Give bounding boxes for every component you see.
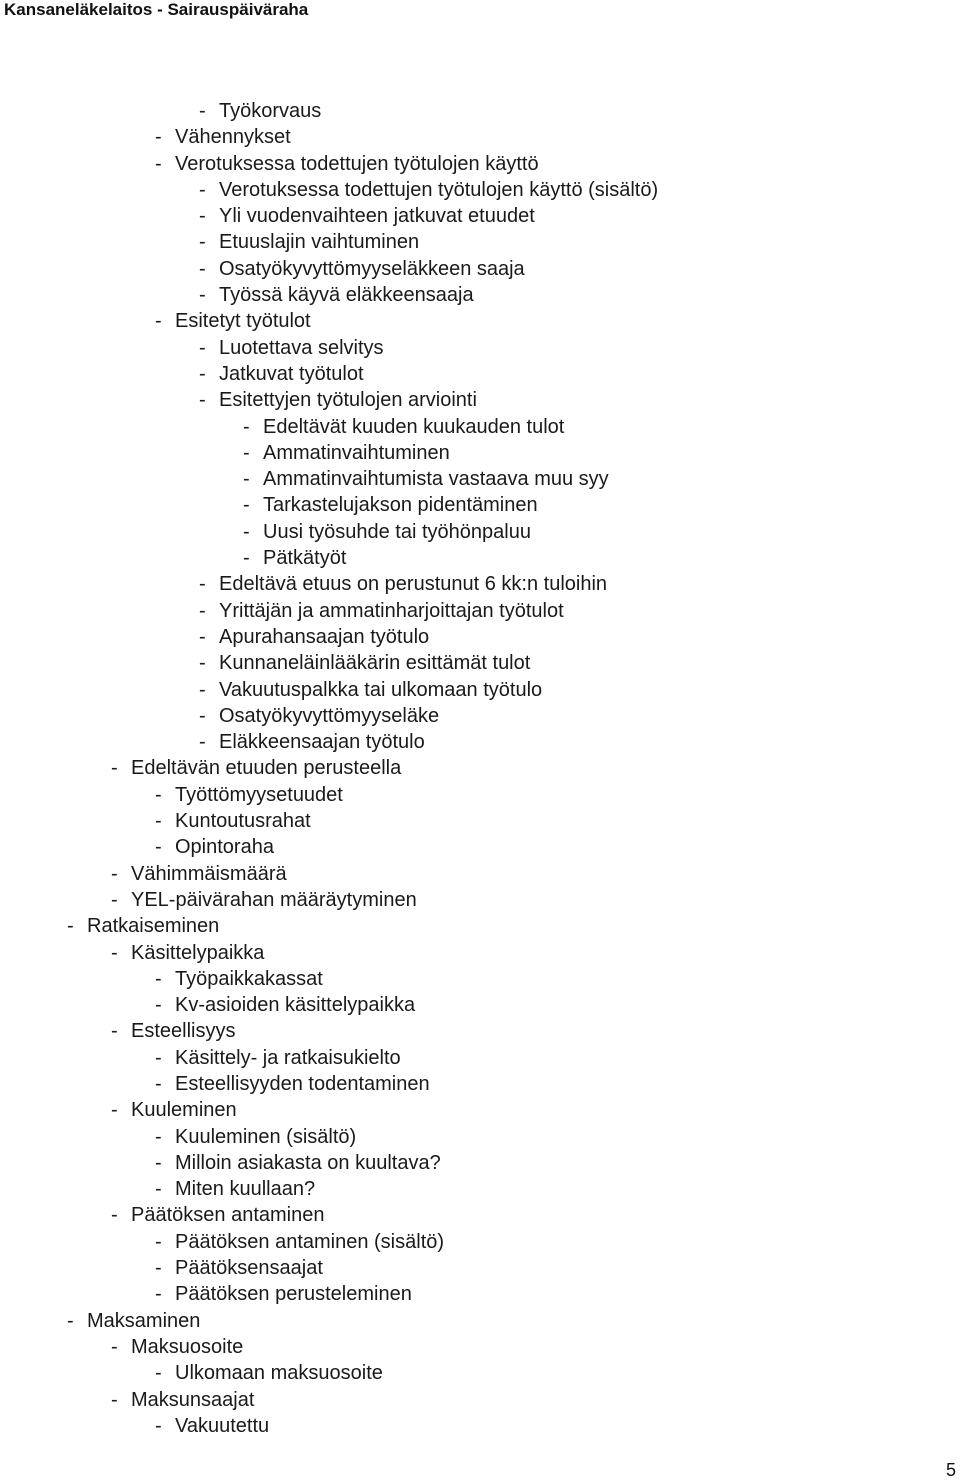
- toc-item: [0, 98, 960, 124]
- toc-item: [0, 1018, 960, 1044]
- toc-item: [0, 1413, 960, 1439]
- toc-item-dash: -: [67, 915, 74, 938]
- toc-item: [0, 1334, 960, 1360]
- toc-item-label: Työkorvaus: [219, 100, 322, 122]
- toc-item-dash: -: [243, 547, 250, 570]
- toc-item-label: Apurahansaajan työtulo: [219, 625, 430, 648]
- toc-item-label: Ulkomaan maksuosoite: [175, 1362, 383, 1385]
- toc-item-dash: -: [155, 1151, 162, 1174]
- toc-item-dash: -: [199, 652, 206, 675]
- toc-item: [0, 414, 960, 440]
- toc-item-label: Kuuleminen: [131, 1099, 237, 1122]
- toc-item-label: Esteellisyyden todentaminen: [175, 1072, 430, 1095]
- toc-item-dash: -: [243, 520, 250, 543]
- toc-item-dash: -: [155, 1230, 162, 1253]
- toc-item: [0, 1045, 960, 1071]
- toc-item-dash: -: [243, 415, 250, 438]
- toc-item-label: Uusi työsuhde tai työhönpaluu: [263, 520, 531, 543]
- toc-item-label: Päätöksen antaminen: [131, 1204, 325, 1227]
- toc-item-dash: -: [155, 126, 162, 149]
- toc-item-dash: -: [199, 389, 206, 412]
- toc-item: [0, 519, 960, 545]
- toc-item: [0, 808, 960, 834]
- toc-item: [0, 177, 960, 203]
- toc-item-label: YEL-päivärahan määräytyminen: [131, 888, 417, 911]
- toc-item: [0, 992, 960, 1018]
- toc-item-label: Päätöksen antaminen (sisältö): [175, 1230, 445, 1253]
- toc-item-label: Maksuosoite: [131, 1335, 244, 1358]
- toc-item: [0, 782, 960, 808]
- toc-item-dash: -: [199, 178, 206, 201]
- toc-item-label: Esteellisyys: [131, 1020, 236, 1043]
- toc-item-dash: -: [155, 310, 162, 333]
- toc-item-label: Vähimmäismäärä: [131, 862, 287, 885]
- toc-item-label: Ratkaiseminen: [87, 915, 220, 938]
- toc-item-dash: -: [199, 205, 206, 228]
- toc-item-label: Milloin asiakasta on kuultava?: [175, 1151, 441, 1174]
- toc-item-label: Päätöksen perusteleminen: [175, 1283, 412, 1306]
- toc-item-dash: -: [243, 494, 250, 517]
- toc-item-dash: -: [111, 1099, 118, 1122]
- toc-item-label: Kunnaneläinlääkärin esittämät tulot: [219, 652, 531, 675]
- toc-item: [0, 256, 960, 282]
- toc-item: [0, 545, 960, 571]
- table-of-contents: [0, 98, 960, 1439]
- toc-item: [0, 203, 960, 229]
- toc-item: [0, 703, 960, 729]
- toc-item-dash: -: [155, 994, 162, 1017]
- toc-item-dash: -: [155, 967, 162, 990]
- toc-item-dash: -: [155, 1046, 162, 1069]
- toc-item-dash: -: [199, 257, 206, 280]
- toc-item-dash: -: [155, 1072, 162, 1095]
- toc-item-dash: -: [199, 599, 206, 622]
- toc-item-label: Vakuutettu: [175, 1414, 270, 1437]
- toc-item: [0, 1124, 960, 1150]
- toc-item: [0, 887, 960, 913]
- toc-item: [0, 571, 960, 597]
- document-header-title: Kansaneläkelaitos - Sairauspäiväraha: [4, 0, 309, 19]
- toc-item-label: Esitetyt työtulot: [175, 310, 311, 333]
- toc-item-dash: -: [111, 1335, 118, 1358]
- toc-item: [0, 677, 960, 703]
- toc-item: [0, 1202, 960, 1228]
- toc-item-label: Työssä käyvä eläkkeensaaja: [219, 284, 474, 307]
- toc-item: [0, 124, 960, 150]
- toc-item-label: Vakuutuspalkka tai ulkomaan työtulo: [219, 678, 543, 701]
- toc-item-dash: -: [199, 362, 206, 385]
- toc-item-label: Yli vuodenvaihteen jatkuvat etuudet: [219, 205, 535, 228]
- toc-item-label: Yrittäjän ja ammatinharjoittajan työtulot: [219, 599, 564, 622]
- toc-item-dash: -: [199, 336, 206, 359]
- toc-item-dash: -: [199, 678, 206, 701]
- toc-item-dash: -: [111, 941, 118, 964]
- toc-item: [0, 229, 960, 255]
- toc-item: [0, 913, 960, 939]
- toc-item-dash: -: [155, 1257, 162, 1280]
- toc-item-dash: -: [111, 1020, 118, 1043]
- toc-item: [0, 1176, 960, 1202]
- toc-item-dash: -: [67, 1309, 74, 1332]
- toc-item: [0, 861, 960, 887]
- toc-item-label: Verotuksessa todettujen työtulojen käyttö (sisältö): [219, 178, 659, 201]
- toc-item: [0, 1360, 960, 1386]
- toc-item: [0, 834, 960, 860]
- toc-item: [0, 755, 960, 781]
- toc-item-dash: -: [155, 810, 162, 833]
- toc-item-dash: -: [199, 100, 206, 122]
- toc-item-dash: -: [199, 731, 206, 754]
- toc-item-label: Luotettava selvitys: [219, 336, 384, 359]
- toc-item-label: Etuuslajin vaihtuminen: [219, 231, 420, 254]
- page-number: 5: [945, 1460, 956, 1480]
- toc-item-dash: -: [111, 888, 118, 911]
- toc-item-label: Edeltävä etuus on perustunut 6 kk:n tuloihin: [219, 573, 608, 596]
- toc-item-dash: -: [155, 152, 162, 175]
- toc-item-label: Maksaminen: [87, 1309, 201, 1332]
- toc-item: [0, 1281, 960, 1307]
- toc-item: [0, 940, 960, 966]
- toc-item-label: Vähennykset: [175, 126, 291, 149]
- toc-item-dash: -: [199, 625, 206, 648]
- toc-item-label: Päätöksensaajat: [175, 1257, 323, 1280]
- toc-item-dash: -: [199, 573, 206, 596]
- toc-item-dash: -: [199, 704, 206, 727]
- toc-item-label: Kv-asioiden käsittelypaikka: [175, 994, 416, 1017]
- toc-item-dash: -: [111, 862, 118, 885]
- toc-item-label: Pätkätyöt: [263, 547, 347, 570]
- toc-item-dash: -: [155, 783, 162, 806]
- toc-item: [0, 729, 960, 755]
- toc-item-dash: -: [199, 231, 206, 254]
- toc-item-label: Kuntoutusrahat: [175, 810, 311, 833]
- toc-item-label: Tarkastelujakson pidentäminen: [263, 494, 538, 517]
- toc-item: [0, 466, 960, 492]
- toc-item-dash: -: [243, 468, 250, 491]
- toc-item-dash: -: [111, 757, 118, 780]
- toc-item-label: Opintoraha: [175, 836, 274, 859]
- toc-item: [0, 966, 960, 992]
- toc-item: [0, 1097, 960, 1123]
- toc-item-label: Käsittelypaikka: [131, 941, 265, 964]
- toc-item: [0, 598, 960, 624]
- toc-item-label: Työttömyysetuudet: [175, 783, 343, 806]
- toc-item: [0, 624, 960, 650]
- toc-item: [0, 151, 960, 177]
- toc-item-label: Kuuleminen (sisältö): [175, 1125, 357, 1148]
- toc-item-label: Verotuksessa todettujen työtulojen käyttö: [175, 152, 539, 175]
- toc-item: [0, 282, 960, 308]
- toc-item: [0, 1229, 960, 1255]
- toc-item-dash: -: [155, 1362, 162, 1385]
- toc-item: [0, 361, 960, 387]
- toc-item-label: Osatyökyvyttömyyseläkkeen saaja: [219, 257, 525, 280]
- toc-item-label: Työpaikkakassat: [175, 967, 323, 990]
- toc-item-label: Miten kuullaan?: [175, 1178, 316, 1201]
- toc-item-label: Ammatinvaihtuminen: [263, 441, 450, 464]
- toc-item-dash: -: [155, 1178, 162, 1201]
- toc-item-label: Käsittely- ja ratkaisukielto: [175, 1046, 401, 1069]
- toc-item-label: Eläkkeensaajan työtulo: [219, 731, 425, 754]
- toc-item: [0, 387, 960, 413]
- toc-item: [0, 1150, 960, 1176]
- toc-item-label: Osatyökyvyttömyyseläke: [219, 704, 440, 727]
- toc-item: [0, 1255, 960, 1281]
- toc-item-label: Jatkuvat työtulot: [219, 362, 364, 385]
- toc-item: [0, 1387, 960, 1413]
- toc-item: [0, 440, 960, 466]
- toc-item-dash: -: [155, 836, 162, 859]
- toc-item: [0, 1308, 960, 1334]
- toc-item: [0, 492, 960, 518]
- toc-item-dash: -: [243, 441, 250, 464]
- toc-item-dash: -: [155, 1125, 162, 1148]
- toc-item-label: Esitettyjen työtulojen arviointi: [219, 389, 477, 412]
- toc-item-dash: -: [199, 284, 206, 307]
- toc-item: [0, 308, 960, 334]
- toc-item-label: Ammatinvaihtumista vastaava muu syy: [263, 468, 609, 491]
- toc-item-dash: -: [155, 1283, 162, 1306]
- toc-item-label: Edeltävän etuuden perusteella: [131, 757, 402, 780]
- toc-item: [0, 335, 960, 361]
- toc-item-label: Maksunsaajat: [131, 1388, 255, 1411]
- toc-item-dash: -: [111, 1388, 118, 1411]
- toc-item: [0, 1071, 960, 1097]
- toc-item-dash: -: [111, 1204, 118, 1227]
- toc-item: [0, 650, 960, 676]
- toc-item-label: Edeltävät kuuden kuukauden tulot: [263, 415, 565, 438]
- toc-item-dash: -: [155, 1414, 162, 1437]
